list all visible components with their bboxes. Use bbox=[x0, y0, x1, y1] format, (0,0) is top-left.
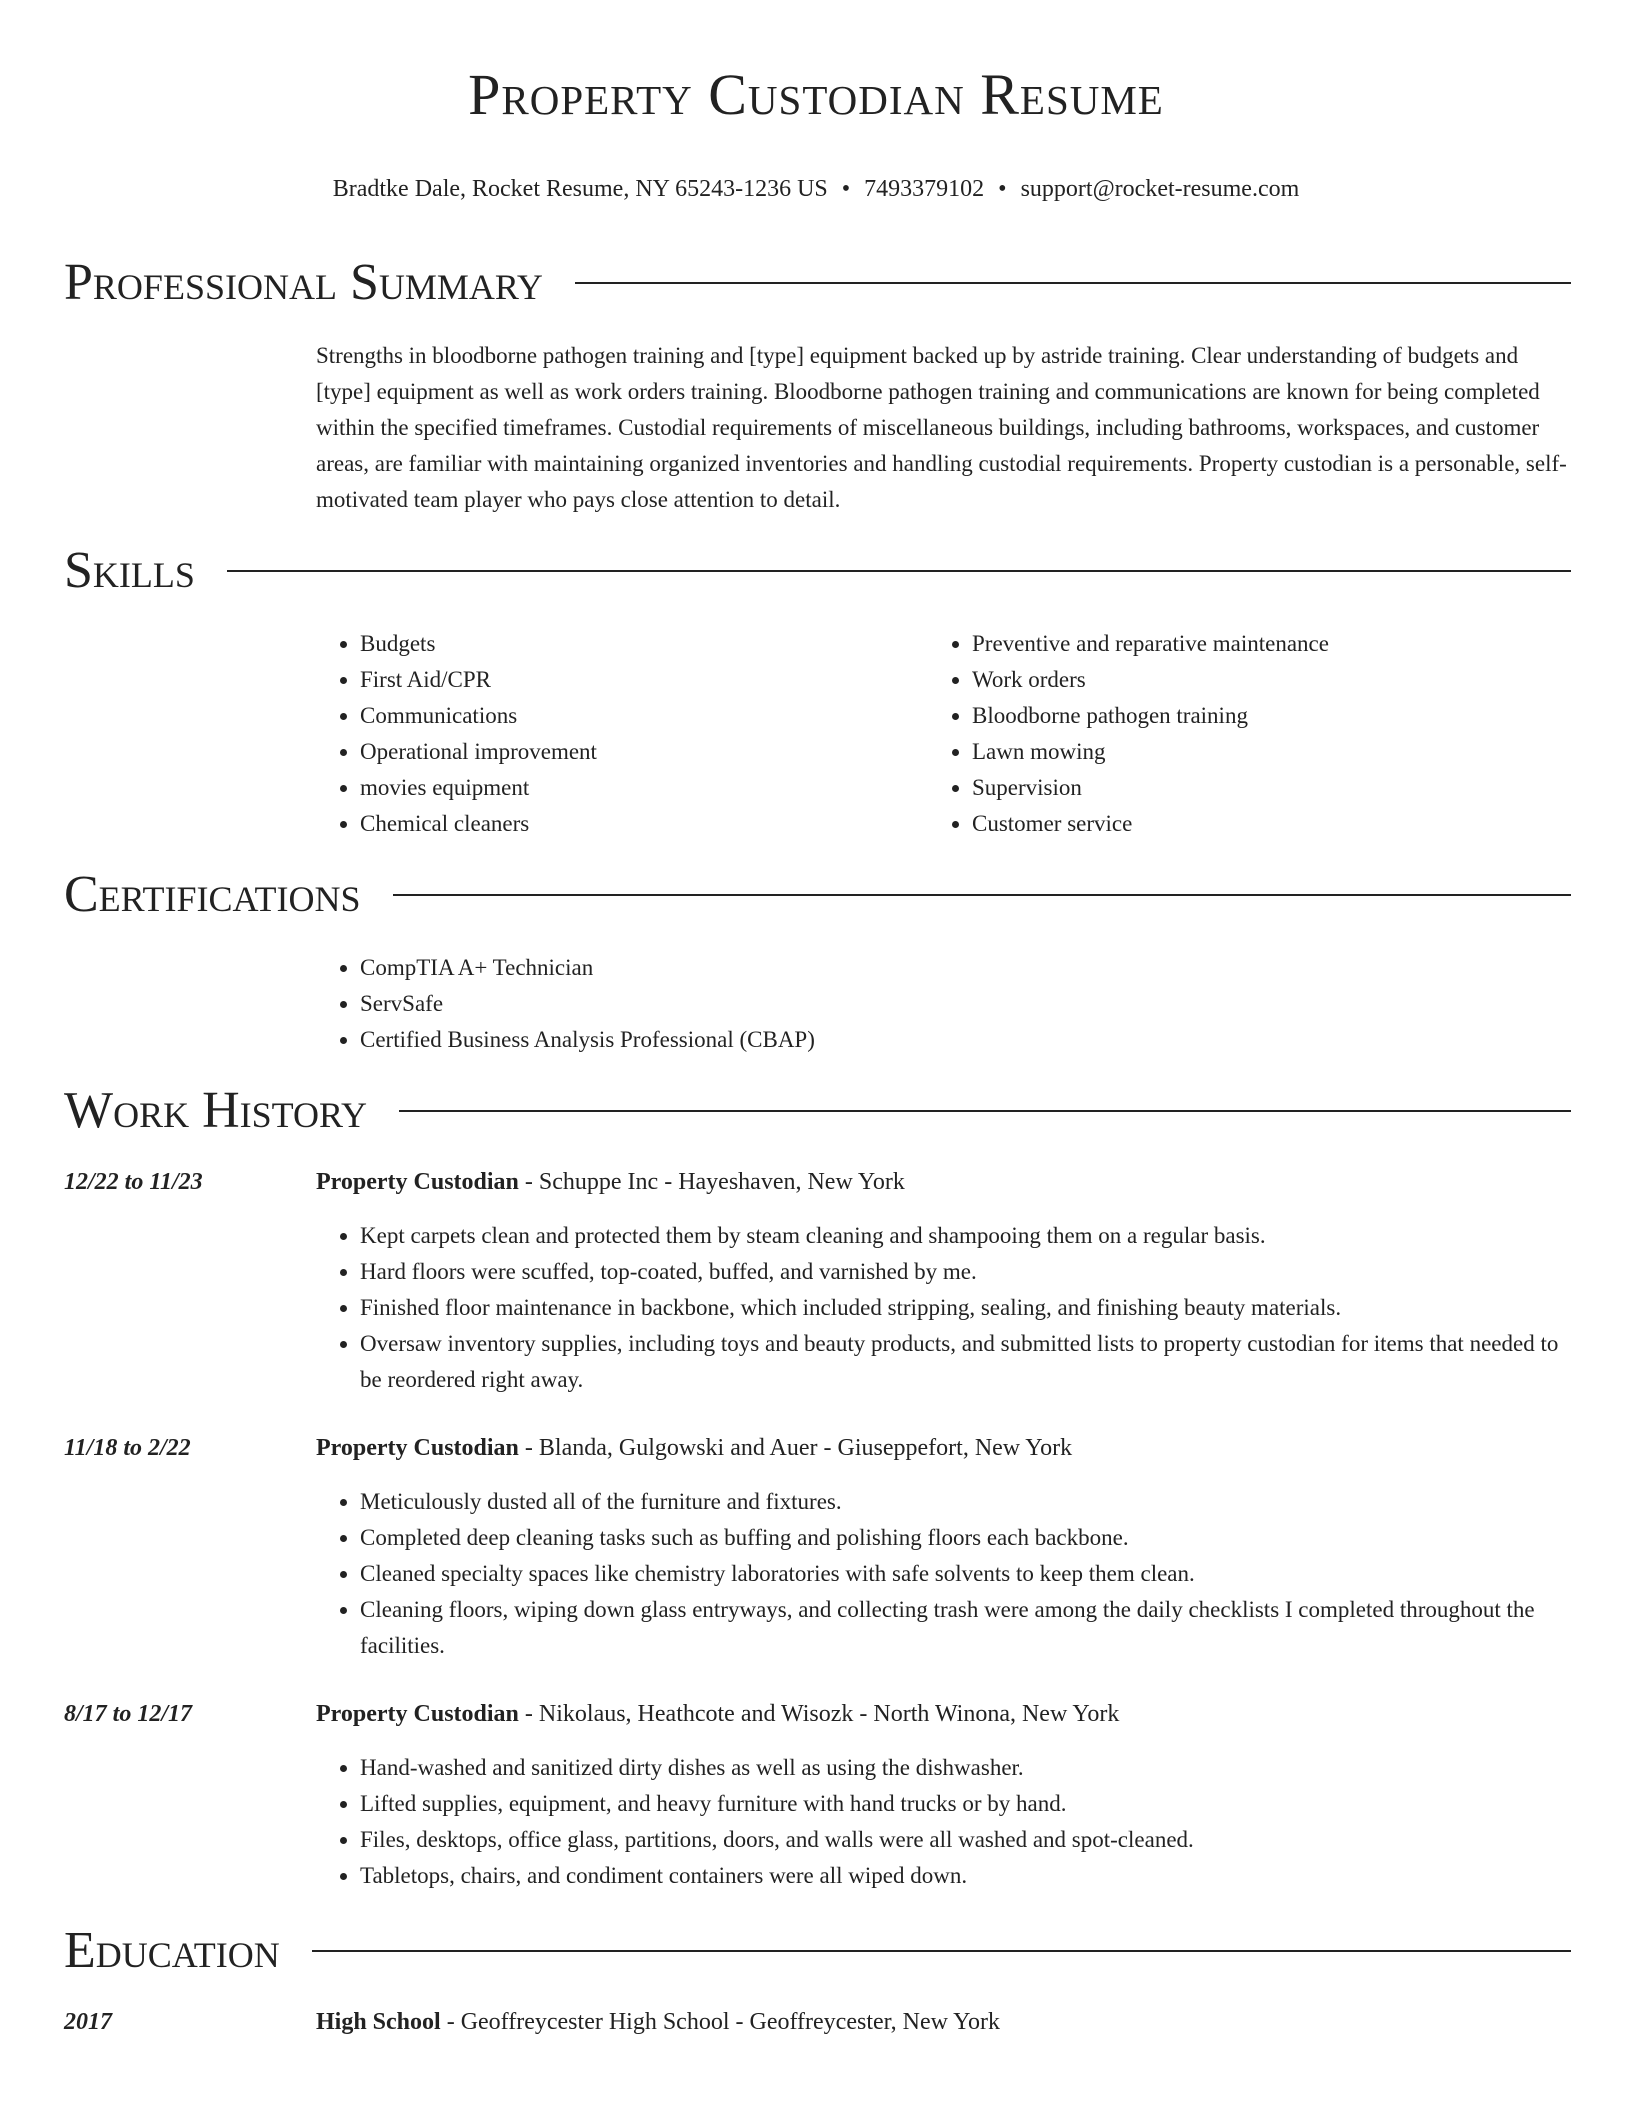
job-dates: 12/22 to 11/23 bbox=[64, 1169, 203, 1195]
list-item: • Meticulously dusted all of the furniture and fixtures. bbox=[360, 1484, 1571, 1520]
list-item: • Work orders bbox=[972, 662, 1528, 698]
job-header bbox=[316, 1698, 1571, 1730]
list-item: • Supervision bbox=[972, 770, 1528, 806]
list-item: • Lawn mowing bbox=[972, 734, 1528, 770]
skills-list-left bbox=[316, 626, 916, 842]
job-dates: 8/17 to 12/17 bbox=[64, 1701, 193, 1727]
list-item: • First Aid/CPR bbox=[360, 662, 916, 698]
summary-text: Strengths in bloodborne pathogen training and [type] equipment backed up by astride training. Clear understanding of budgets and [type] equipment as well as work orders training. Bloodborne pathogen training and communications are known for being completed within the specified timeframes. Custodial requirements of miscellaneous buildings, including bathrooms, workspaces, and customer areas, are familiar with maintaining organized inventories and handling custodial requirements. Property custodian is a personable, self-motivated team player who pays close attention to detail. bbox=[316, 343, 1567, 512]
certifications-list bbox=[316, 950, 1571, 1058]
education-details: - Geoffreycester High School - Geoffreycester, New York bbox=[440, 2009, 1001, 2035]
job-bullets bbox=[316, 1218, 1571, 1398]
list-item: • Chemical cleaners bbox=[360, 806, 916, 842]
summary-heading: Professional Summary bbox=[64, 254, 543, 311]
certifications-section-header bbox=[64, 866, 1571, 923]
contact-line bbox=[0, 174, 1632, 205]
contact-phone: 7493379102 bbox=[864, 176, 985, 202]
list-item: • Budgets bbox=[360, 626, 916, 662]
work-section-header bbox=[64, 1082, 1571, 1139]
job-title: Property Custodian bbox=[316, 1701, 519, 1727]
job-title: Property Custodian bbox=[316, 1435, 519, 1461]
list-item: • Tabletops, chairs, and condiment containers were all wiped down. bbox=[360, 1858, 1571, 1894]
list-item: • Communications bbox=[360, 698, 916, 734]
skills-section-header bbox=[64, 542, 1571, 599]
job-dates: 11/18 to 2/22 bbox=[64, 1435, 191, 1461]
job-bullets bbox=[316, 1750, 1571, 1894]
contact-address: Bradtke Dale, Rocket Resume, NY 65243-1236 US bbox=[332, 176, 828, 202]
job-header bbox=[316, 1166, 1571, 1198]
list-item: • Cleaned specialty spaces like chemistry laboratories with safe solvents to keep them clean. bbox=[360, 1556, 1571, 1592]
list-item: • Operational improvement bbox=[360, 734, 916, 770]
contact-separator: • bbox=[998, 176, 1007, 202]
job-details: - Blanda, Gulgowski and Auer - Giuseppefort, New York bbox=[518, 1435, 1073, 1461]
list-item: • Files, desktops, office glass, partitions, doors, and walls were all washed and spot-cleaned. bbox=[360, 1822, 1571, 1858]
list-item: • Lifted supplies, equipment, and heavy furniture with hand trucks or by hand. bbox=[360, 1786, 1571, 1822]
job-details: - Nikolaus, Heathcote and Wisozk - North Winona, New York bbox=[518, 1701, 1120, 1727]
section-divider bbox=[399, 1110, 1571, 1112]
contact-email: support@rocket-resume.com bbox=[1020, 176, 1300, 202]
list-item: • Bloodborne pathogen training bbox=[972, 698, 1528, 734]
list-item: • Cleaning floors, wiping down glass entryways, and collecting trash were among the daily checklists I completed throughout the facilities. bbox=[360, 1592, 1571, 1664]
list-item: • ServSafe bbox=[360, 986, 1571, 1022]
list-item: • Customer service bbox=[972, 806, 1528, 842]
skills-list-right bbox=[928, 626, 1528, 842]
list-item: • Finished floor maintenance in backbone, which included stripping, sealing, and finishing beauty materials. bbox=[360, 1290, 1571, 1326]
education-year: 2017 bbox=[64, 2009, 112, 2035]
education-degree: High School bbox=[316, 2009, 441, 2035]
summary-section-header bbox=[64, 254, 1571, 311]
section-divider bbox=[575, 282, 1571, 284]
education-entry bbox=[316, 2006, 1571, 2038]
job-title: Property Custodian bbox=[316, 1169, 519, 1195]
skills-heading: Skills bbox=[64, 542, 195, 599]
list-item: • Preventive and reparative maintenance bbox=[972, 626, 1528, 662]
work-heading: Work History bbox=[64, 1082, 368, 1139]
education-section-header bbox=[64, 1922, 1571, 1979]
contact-separator: • bbox=[841, 176, 851, 202]
section-divider bbox=[312, 1950, 1571, 1952]
section-divider bbox=[227, 570, 1571, 572]
list-item: • Hand-washed and sanitized dirty dishes as well as using the dishwasher. bbox=[360, 1750, 1571, 1786]
list-item: • Kept carpets clean and protected them by steam cleaning and shampooing them on a regular basis. bbox=[360, 1218, 1571, 1254]
section-divider bbox=[393, 894, 1571, 896]
job-details: - Schuppe Inc - Hayeshaven, New York bbox=[518, 1169, 905, 1195]
list-item: • movies equipment bbox=[360, 770, 916, 806]
list-item: • CompTIA A+ Technician bbox=[360, 950, 1571, 986]
job-bullets bbox=[316, 1484, 1571, 1664]
list-item: • Hard floors were scuffed, top-coated, buffed, and varnished by me. bbox=[360, 1254, 1571, 1290]
list-item: • Completed deep cleaning tasks such as buffing and polishing floors each backbone. bbox=[360, 1520, 1571, 1556]
list-item: • Oversaw inventory supplies, including toys and beauty products, and submitted lists to property custodian for items that needed to be reordered right away. bbox=[360, 1326, 1571, 1398]
education-heading: Education bbox=[64, 1922, 280, 1979]
job-header bbox=[316, 1432, 1571, 1464]
page-title: Property Custodian Resume bbox=[468, 62, 1164, 127]
certifications-heading: Certifications bbox=[64, 866, 361, 923]
list-item: • Certified Business Analysis Professional (CBAP) bbox=[360, 1022, 1571, 1058]
